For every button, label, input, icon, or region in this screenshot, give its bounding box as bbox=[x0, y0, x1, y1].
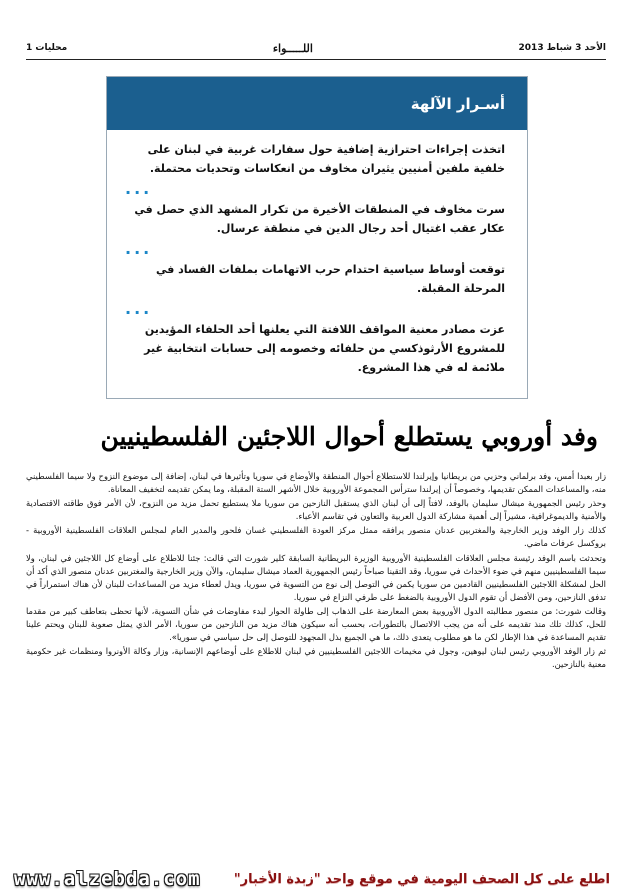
header-rule bbox=[26, 59, 606, 60]
separator-dots: ... bbox=[125, 299, 153, 318]
secrets-box-title: أسـرار الآلهة bbox=[107, 77, 527, 130]
page-header bbox=[26, 40, 606, 56]
article-paragraph: ثم زار الوفد الأوروبي رئيس لبنان ليوهين، وجول في مخيمات اللاجئين الفلسطينيين في لبنان للاطلاع على أوضاعهم الإنسانية، وزار وكالة الأونروا ومنظمات غير حكومية معنية بالنازحين. bbox=[26, 646, 606, 670]
article-headline: وفد أوروبي يستطلع أحوال اللاجئين الفلسطينيين bbox=[100, 422, 598, 451]
separator-dots: ... bbox=[125, 179, 153, 198]
article-paragraph: زار بعبدا أمس، وفد برلماني وحزبي من بريطانيا وإيرلندا للاستطلاع أحوال المنطقة والأوضاع في سوريا وتأثيرها في لبنان، إضافة إلى موضوع النزوح ولا سيما الفلسطيني منه، والمساعدات الممكن تقديمها، وخصوصاً أن إيرلندا سترأس المجموعة الأوروبية خلال الأشهر الستة المقبلة، وما يمكن تقديمه لتخفيف المعاناة. bbox=[26, 471, 606, 495]
website-link[interactable]: www.alzebda.com bbox=[14, 868, 201, 890]
footer-banner bbox=[0, 864, 632, 894]
article-body bbox=[26, 470, 606, 672]
section-label: محليات 1 bbox=[26, 43, 68, 53]
separator-dots: ... bbox=[125, 239, 153, 258]
secrets-box bbox=[106, 76, 528, 399]
footer-promo-text: اطلع على كل الصحف اليومية في موقع واحد "زبدة الأخبار" bbox=[233, 871, 610, 887]
issue-date: الأحد 3 شباط 2013 bbox=[518, 43, 606, 53]
secret-item: توقعت أوساط سياسية احتدام حرب الاتهامات بملفات الفساد في المرحلة المقبلة. bbox=[155, 263, 505, 295]
article-paragraph: كذلك زار الوفد وزير الخارجية والمغتربين عدنان منصور يرافقه ممثل مركز العودة الفلسطيني غسان فلحور والمدير العام لمجلس العلاقات الفلسطينية الأوروبية - بروكسل عرفات ماضي. bbox=[26, 525, 606, 549]
secret-item: سرت مخاوف في المنطقات الأخيرة من تكرار المشهد الذي حصل في عكار عقب اغتيال أحد رجال الدين في منطقة عرسال. bbox=[134, 203, 505, 235]
article-paragraph: وحذر رئيس الجمهورية ميشال سليمان بالوفد، لافتاً إلى أن لبنان الذي يستقبل النازحين من سوريا ملا يستطيع تحمل مزيد من النزوح، لأن الأمر فوق طاقته الاقتصادية والأمنية والديموغرافية، مشيراً إلى أهمية مشاركة الدول العربية والتعاون في تقاسم الأعباء. bbox=[26, 498, 606, 522]
secret-item: اتخذت إجراءات احترازية إضافية حول سفارات غربية في لبنان على خلفية ملفين أمنيين يثيران مخاوف من انعكاسات وتحديات محتملة. bbox=[147, 143, 505, 175]
article-paragraph: وتحدثت باسم الوفد رئيسة مجلس العلاقات الفلسطينية الأوروبية الوزيرة البريطانية السابقة كلير شورت التي قالت: جئنا للاطلاع على أوضاع كل اللاجئين في لبنان، ولا سيما الفلسطينيين منهم في ضوء الأحداث في سوريا، وقد التقينا صباحاً رئيس الجمهورية العماد ميشال سليمان، والآن وزير الخارجية والمغتربين عدنان منصور الذي أكد أن الحل لمشكلة اللاجئين الفلسطينيين القادمين من سوريا يكمن في التوصل إلى نوع من التسوية في سوريا، ويدل لعطاء مزيد من المساعدات للبنان لأن هناك استمراراً في تدفق النازحين، ومن الأفضل أن تقوم الدول الأوروبية بالضغط على طرفي النزاع في سوريا. bbox=[26, 552, 606, 602]
secret-item: عزت مصادر معنية المواقف اللافتة التي يعلنها أحد الحلفاء المؤيدين للمشروع الأرثوذكسي من حلفائه وخصومه إلى حسابات انتخابية غير ملائمة له في هذا المشروع. bbox=[144, 323, 505, 374]
secrets-box-body bbox=[107, 130, 527, 377]
newspaper-masthead: اللـــــواء bbox=[272, 41, 313, 55]
article-paragraph: وقالت شورت: من منصور مطالبته الدول الأوروبية بعض المعارضة على الذهاب إلى طاولة الحوار لبدء مفاوضات في شأن التسوية، لأنها تحظى بتعاطف كبير من مقدما للحل، كذلك تلك منذ تقديمه على أنه من يجب الالاتصال بالتطورات، بحسب أنه سيكون هناك مزيد من النازحين من سوريا، الأمر الذي يمثل صعوبة للبنان ويحتم علينا تقديم المساعدة في هذا الإطار لكن ما هو مطلوب يتعدى ذلك، ما هي الجميع بذل المجهود للتوصل إلى حل سياسي في سوريا». bbox=[26, 605, 606, 643]
